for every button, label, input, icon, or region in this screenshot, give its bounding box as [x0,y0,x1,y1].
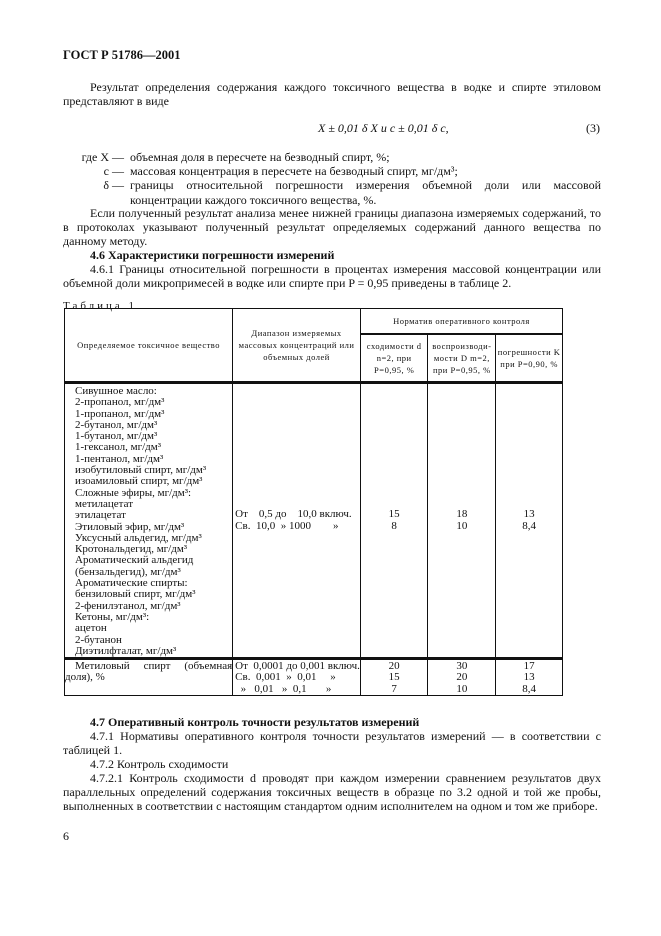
substances-line: Уксусный альдегид, мг/дм³ [75,531,202,544]
substances-line: Ароматический альдегид [75,554,194,567]
intro-paragraph: Результат определения содержания каждого токсичного вещества в водке и спирте этиловом представляют в виде [63,80,601,109]
substances-line: (бензальдегид), мг/дм³ [75,565,181,578]
where-text: объемная доля в пересчете на безводный спирт, %; [130,150,390,164]
D-line: 18 [456,508,468,521]
ranges-line: Св. 0,001 » 0,01 » [235,671,336,684]
substances-line: ацетон [75,622,107,635]
ranges-line: » 0,01 » 0,1 » [235,682,332,695]
substances-line: Этиловый эфир, мг/дм³ [75,520,185,533]
where-symbol: δ — [103,178,124,193]
d-line: 7 [391,682,397,695]
d-cell [360,383,428,659]
substances-line: Сложные эфиры, мг/дм³: [75,486,192,499]
K-line: 17 [523,660,535,673]
d-line: 15 [388,508,400,521]
substances-line: бензиловый спирт, мг/дм³ [75,588,196,601]
substances-line: 2-фенилэтанол, мг/дм³ [75,599,181,612]
where-symbol: где X — [81,150,124,164]
substances-line: Диэтилфталат, мг/дм³ [75,644,177,657]
where-symbol: c — [103,164,124,179]
range-cell [233,659,361,696]
table-row [65,383,563,659]
table-1 [64,308,563,696]
D-line: 20 [456,671,468,684]
K-line: 13 [523,671,535,684]
page-number: 6 [63,829,69,843]
where-text: массовая концентрация в пересчете на безводный спирт, мг/дм³; [130,164,458,179]
table-caption: Таблица 1 [63,300,138,312]
header-substance: Определяемое токсичное вещество [65,309,233,383]
paragraph-4-7-2-1: 4.7.2.1 Контроль сходимости d проводят при каждом измерении сравнением результатов двух параллельных определений содержания токсичных веществ в образце по 3.2 одной и той же пробы, выполненных в соответствии с настоящим стандартом одним исполнителем на одном и том же приборе. [63,771,601,814]
substances-line: Кетоны, мг/дм³: [75,610,150,623]
K-cell [496,659,563,696]
section-heading-4-7: 4.7 Оперативный контроль точности результатов измерений [90,715,420,729]
paragraph-4-7-1: 4.7.1 Нормативы оперативного контроля точности результатов измерений — в соответствии с таблицей 1. [63,729,601,758]
paragraph-4-6-1: 4.6.1 Границы относительной погрешности в процентах измерения массовой концентрации или объемной доли микропримесей в водке или спирте при P = 0,95 приведены в таблице 2. [63,262,601,291]
document-header: ГОСТ Р 51786—2001 [63,48,181,62]
D-line: 10 [456,682,468,695]
substances-line: 1-гексанол, мг/дм³ [75,441,161,454]
D-cell [428,383,496,659]
substances-line: этилацетат [75,509,126,522]
D-line: 30 [456,660,468,673]
substance-cell: Метиловый спирт (объемная доля), % [65,659,233,696]
substances-line: метилацетат [75,497,134,510]
d-line: 8 [391,519,397,532]
substances-line: изоамиловый спирт, мг/дм³ [75,475,203,488]
header-d: сходимости d n=2, при P=0,95, % [360,334,428,383]
substances-line: 1-пентанол, мг/дм³ [75,452,164,465]
substances-line: 2-пропанол, мг/дм³ [75,396,165,409]
paragraph-4-7-2: 4.7.2 Контроль сходимости [90,757,229,771]
substance-cell [65,383,233,659]
substances-line: 1-пропанол, мг/дм³ [75,407,165,420]
K-line: 13 [523,508,535,521]
header-control-group: Норматив оперативного контроля [360,309,562,335]
K-line: 8,4 [522,682,536,695]
D-line: 10 [456,519,468,532]
where-text: границы относительной погрешности измерения объемной доли или массовой концентрации каждого токсичного вещества, %. [130,178,601,207]
substances-line: изобутиловый спирт, мг/дм³ [75,464,207,477]
substances-line: 1-бутанол, мг/дм³ [75,430,158,443]
substances-line: 2-бутанол, мг/дм³ [75,418,158,431]
d-cell [360,659,428,696]
range-cell [233,383,361,659]
header-range: Диапазон измеряемых массовых концентраций или объемных долей [233,309,361,383]
ranges-line: От 0,0001 до 0,001 включ. [235,660,360,673]
table-row [65,659,563,696]
ranges-line: Св. 10,0 » 1000 » [235,519,339,532]
formula-text: X ± 0,01 δ X и c ± 0,01 δ c, [318,121,449,135]
substances-line: Сивушное масло: [75,385,157,397]
substances-line: Ароматические спирты: [75,577,188,590]
K-line: 8,4 [522,519,536,532]
where-list [80,150,601,207]
substances-line: Кротональдегид, мг/дм³ [75,543,188,556]
d-line: 20 [388,660,400,673]
formula-number: (3) [586,121,600,135]
d-line: 15 [388,671,400,684]
header-K: погрешности K при P=0,90, % [496,334,563,383]
paragraph-if: Если полученный результат анализа менее нижней границы диапазона измеряемых содержаний, то в протоколах указывают полученный результат определяемых содержаний данного вещества по данному методу. [63,206,601,249]
K-cell [496,383,563,659]
D-cell [428,659,496,696]
ranges-line: От 0,5 до 10,0 включ. [235,508,352,521]
section-heading-4-6: 4.6 Характеристики погрешности измерений [90,248,335,262]
substances-line: 2-бутанон [75,633,122,646]
header-D: воспроизводи-мости D m=2, при P=0,95, % [428,334,496,383]
